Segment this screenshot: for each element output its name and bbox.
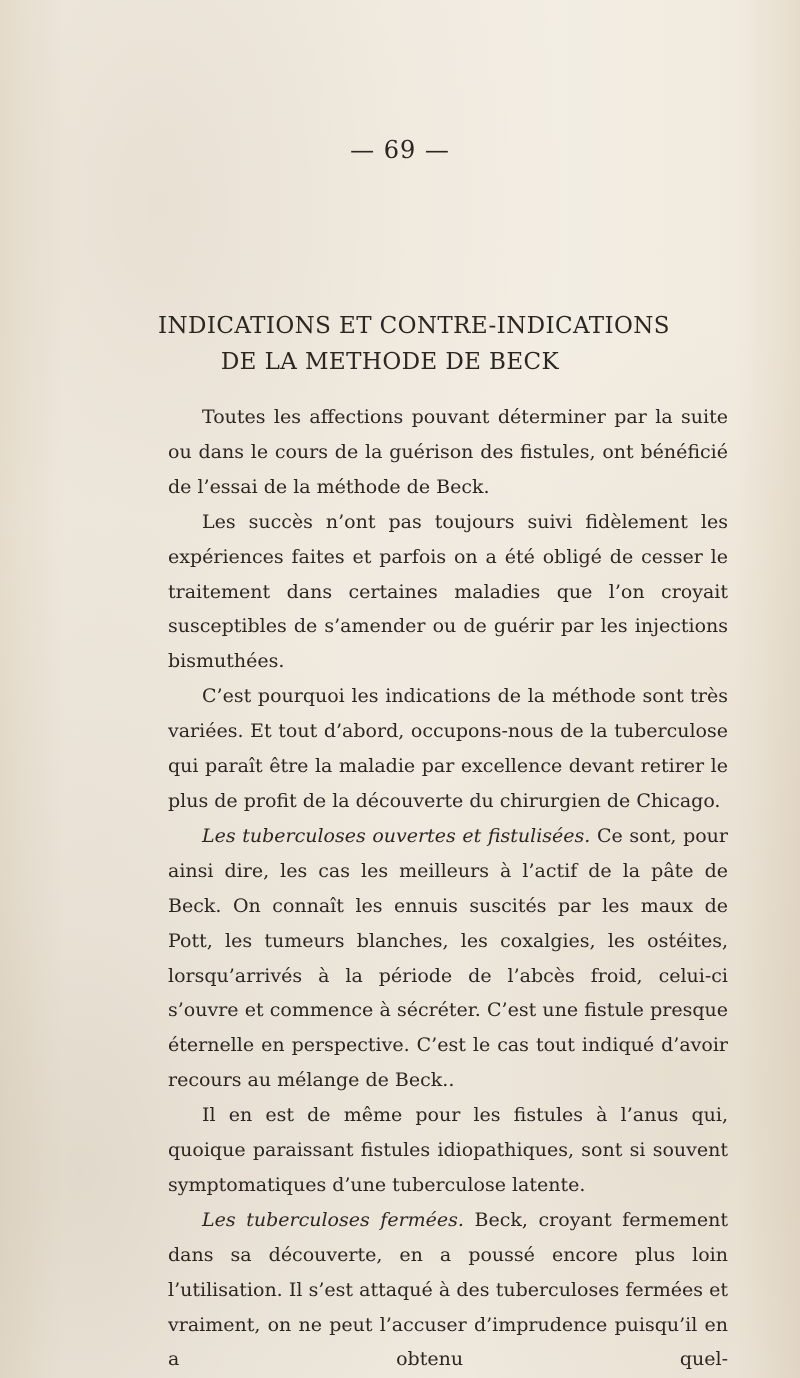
paragraph-text: Les succès n’ont pas toujours suivi fidèlement les expériences faites et parfois on a été obligé de cesser le traitement dans certaines maladies que l’on croyait susceptibles de s’amender ou de guérir par les injections bismuthées. xyxy=(168,510,728,673)
paragraph-text: Toutes les affections pouvant déterminer par la suite ou dans le cours de la guérison des fistules, ont bénéficié de l’essai de la méthode de Beck. xyxy=(168,406,728,498)
page-number: — 69 — xyxy=(350,136,450,164)
paragraph-text: C’est pourquoi les indications de la méthode sont très variées. Et tout d’abord, occupons-nous de la tuberculose qui paraît être la maladie par excellence devant retirer le plus de profit de la découverte du chirurgien de Chicago. xyxy=(168,685,728,812)
body-text xyxy=(168,400,728,1377)
paragraph-text: Il en est de même pour les fistules à l’anus qui, quoique paraissant fistules idiopathiques, sont si souvent symptomatiques d’une tuberculose latente. xyxy=(168,1104,728,1196)
paragraph-4 xyxy=(168,819,728,1098)
section-heading-italic: Les tuberculoses fermées. xyxy=(202,1208,464,1231)
paragraph-5 xyxy=(168,1098,728,1203)
chapter-title-line-2: DE LA METHODE DE BECK xyxy=(220,349,560,375)
paragraph-1 xyxy=(168,400,728,505)
chapter-title-line-1: INDICATIONS ET CONTRE-INDICATIONS xyxy=(158,313,670,339)
paragraph-text: Ce sont, pour ainsi dire, les cas les meilleurs à l’actif de la pâte de Beck. On connaît les ennuis suscités par les maux de Pott, les tumeurs blanches, les coxalgies, les ostéites, lorsqu’arrivés à la période de l’abcès froid, celui-ci s’ouvre et commence à sécréter. C’est une fistule presque éternelle en perspective. C’est le cas tout indiqué d’avoir recours au mélange de Beck.. xyxy=(168,824,728,1092)
paragraph-text: Beck, croyant fermement dans sa découverte, en a poussé encore plus loin l’utilisation. Il s’est attaqué à des tuberculoses fermées et vraiment, on ne peut l’accuser d’imprudence puisqu’il en a obtenu quel- xyxy=(168,1208,728,1371)
paragraph-6 xyxy=(168,1203,728,1378)
paragraph-3 xyxy=(168,679,728,819)
paragraph-2 xyxy=(168,505,728,680)
section-heading-italic: Les tuberculoses ouvertes et fistulisées. xyxy=(202,824,591,847)
